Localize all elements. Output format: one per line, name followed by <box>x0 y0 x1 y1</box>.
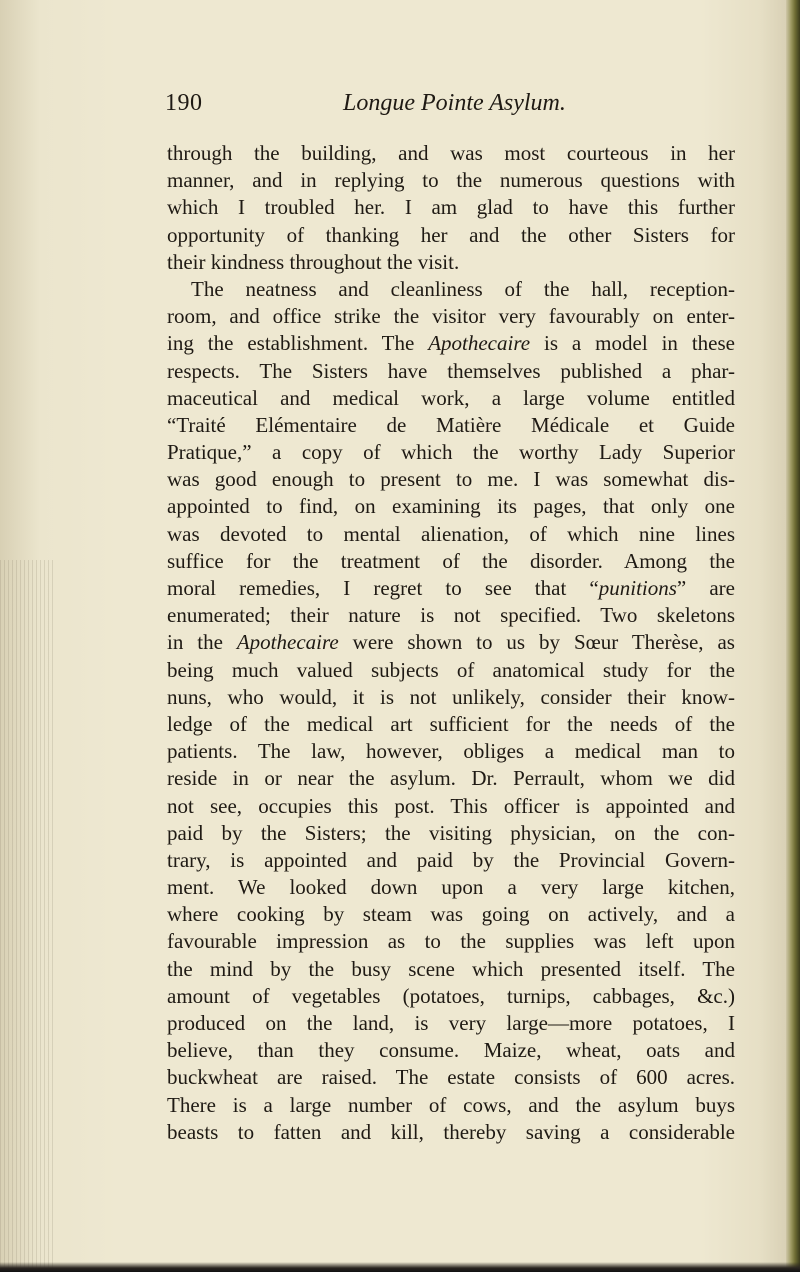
text-line <box>167 657 735 684</box>
text-segment: There is a large number of cows, and the asylum buys <box>167 1092 735 1117</box>
text-segment: where cooking by steam was going on actively, and a <box>167 902 735 927</box>
text-segment: were shown to us by Sœur Therèse, as <box>338 630 735 655</box>
text-line <box>167 466 735 493</box>
text-segment: trary, is appointed and paid by the Provincial Govern- <box>167 847 735 872</box>
text-segment: through the building, and was most courteous in her <box>167 141 735 165</box>
text-segment: was devoted to mental alienation, of which nine lines <box>167 521 735 546</box>
text-segment: suffice for the treatment of the disorder. Among the <box>167 548 735 573</box>
text-segment: which I troubled her. I am glad to have this further <box>167 195 735 220</box>
text-segment: “Traité Elémentaire de Matière Médicale et Guide <box>167 412 735 437</box>
text-segment: not see, occupies this post. This officer is appointed and <box>167 793 735 818</box>
text-line <box>167 493 735 520</box>
text-line <box>167 711 735 738</box>
text-segment: believe, than they consume. Maize, wheat, oats and <box>167 1038 735 1063</box>
text-segment: amount of vegetables (potatoes, turnips, cabbages, &c.) <box>167 983 735 1008</box>
italic-segment: Apothecaire <box>236 630 339 655</box>
text-segment: is a model in these <box>530 331 735 356</box>
italic-segment: Apothecaire <box>428 331 531 356</box>
text-line <box>167 793 735 820</box>
page-shadow-left <box>0 560 55 1272</box>
text-segment: in the <box>167 630 237 655</box>
text-line <box>167 956 735 983</box>
text-line <box>167 1119 735 1146</box>
text-line <box>167 765 735 792</box>
text-line <box>167 330 735 357</box>
text-line <box>167 167 735 194</box>
text-segment: beasts to fatten and kill, thereby saving a considerable <box>167 1119 735 1144</box>
text-line <box>167 412 735 439</box>
text-line <box>167 1037 735 1064</box>
text-line <box>167 629 735 656</box>
text-line <box>167 276 735 303</box>
text-line <box>167 1064 735 1091</box>
body-text <box>167 140 735 1146</box>
text-segment: paid by the Sisters; the visiting physician, on the con- <box>167 820 735 845</box>
running-title: Longue Pointe Asylum. <box>343 90 566 116</box>
text-line <box>167 575 735 602</box>
text-line <box>167 1010 735 1037</box>
text-segment: their kindness throughout the visit. <box>167 249 460 274</box>
text-line <box>167 385 735 412</box>
text-line <box>167 194 735 221</box>
text-segment: maceutical and medical work, a large volume entitled <box>167 385 735 410</box>
text-line <box>167 684 735 711</box>
text-segment: the mind by the busy scene which presented itself. The <box>167 956 735 981</box>
text-line <box>167 548 735 575</box>
text-line <box>167 358 735 385</box>
page-number: 190 <box>165 90 203 116</box>
text-line <box>167 222 735 249</box>
text-segment: ” are <box>676 576 735 600</box>
text-segment: moral remedies, I regret to see that “ <box>167 576 599 600</box>
text-line <box>167 602 735 629</box>
text-segment: was good enough to present to me. I was somewhat dis- <box>167 467 735 492</box>
book-edge-right <box>786 0 800 1272</box>
text-line <box>167 820 735 847</box>
text-segment: The neatness and cleanliness of the hall, reception- <box>191 276 735 301</box>
text-segment: Pratique,” a copy of which the worthy Lady Superior <box>167 440 735 465</box>
text-line <box>167 928 735 955</box>
text-line <box>167 901 735 928</box>
text-segment: respects. The Sisters have themselves published a phar- <box>167 358 735 383</box>
text-line <box>167 874 735 901</box>
text-segment: being much valued subjects of anatomical study for the <box>167 657 735 682</box>
text-line <box>167 983 735 1010</box>
text-segment: produced on the land, is very large—more potatoes, I <box>167 1011 735 1035</box>
text-segment: buckwheat are raised. The estate consists of 600 acres. <box>167 1065 735 1090</box>
text-line <box>167 738 735 765</box>
italic-segment: punitions <box>598 576 677 600</box>
text-line <box>167 439 735 466</box>
book-edge-bottom <box>0 1262 800 1272</box>
text-line <box>167 140 735 167</box>
text-segment: reside in or near the asylum. Dr. Perrault, whom we did <box>167 766 735 791</box>
text-segment: appointed to find, on examining its pages, that only one <box>167 494 735 519</box>
text-segment: ing the establishment. The <box>167 331 429 356</box>
text-line <box>167 847 735 874</box>
text-line <box>167 249 735 276</box>
text-segment: ledge of the medical art sufficient for the needs of the <box>167 711 735 736</box>
text-line <box>167 521 735 548</box>
text-segment: opportunity of thanking her and the other Sisters for <box>167 222 735 247</box>
running-header <box>165 90 745 124</box>
text-segment: favourable impression as to the supplies was left upon <box>167 929 735 954</box>
text-segment: enumerated; their nature is not specified. Two skeletons <box>167 603 735 628</box>
text-line <box>167 1092 735 1119</box>
text-segment: ment. We looked down upon a very large kitchen, <box>167 875 735 900</box>
text-segment: patients. The law, however, obliges a medical man to <box>167 739 735 764</box>
text-line <box>167 303 735 330</box>
text-segment: room, and office strike the visitor very favourably on enter- <box>167 304 735 329</box>
text-segment: nuns, who would, it is not unlikely, consider their know- <box>167 684 735 709</box>
text-segment: manner, and in replying to the numerous questions with <box>167 168 735 193</box>
